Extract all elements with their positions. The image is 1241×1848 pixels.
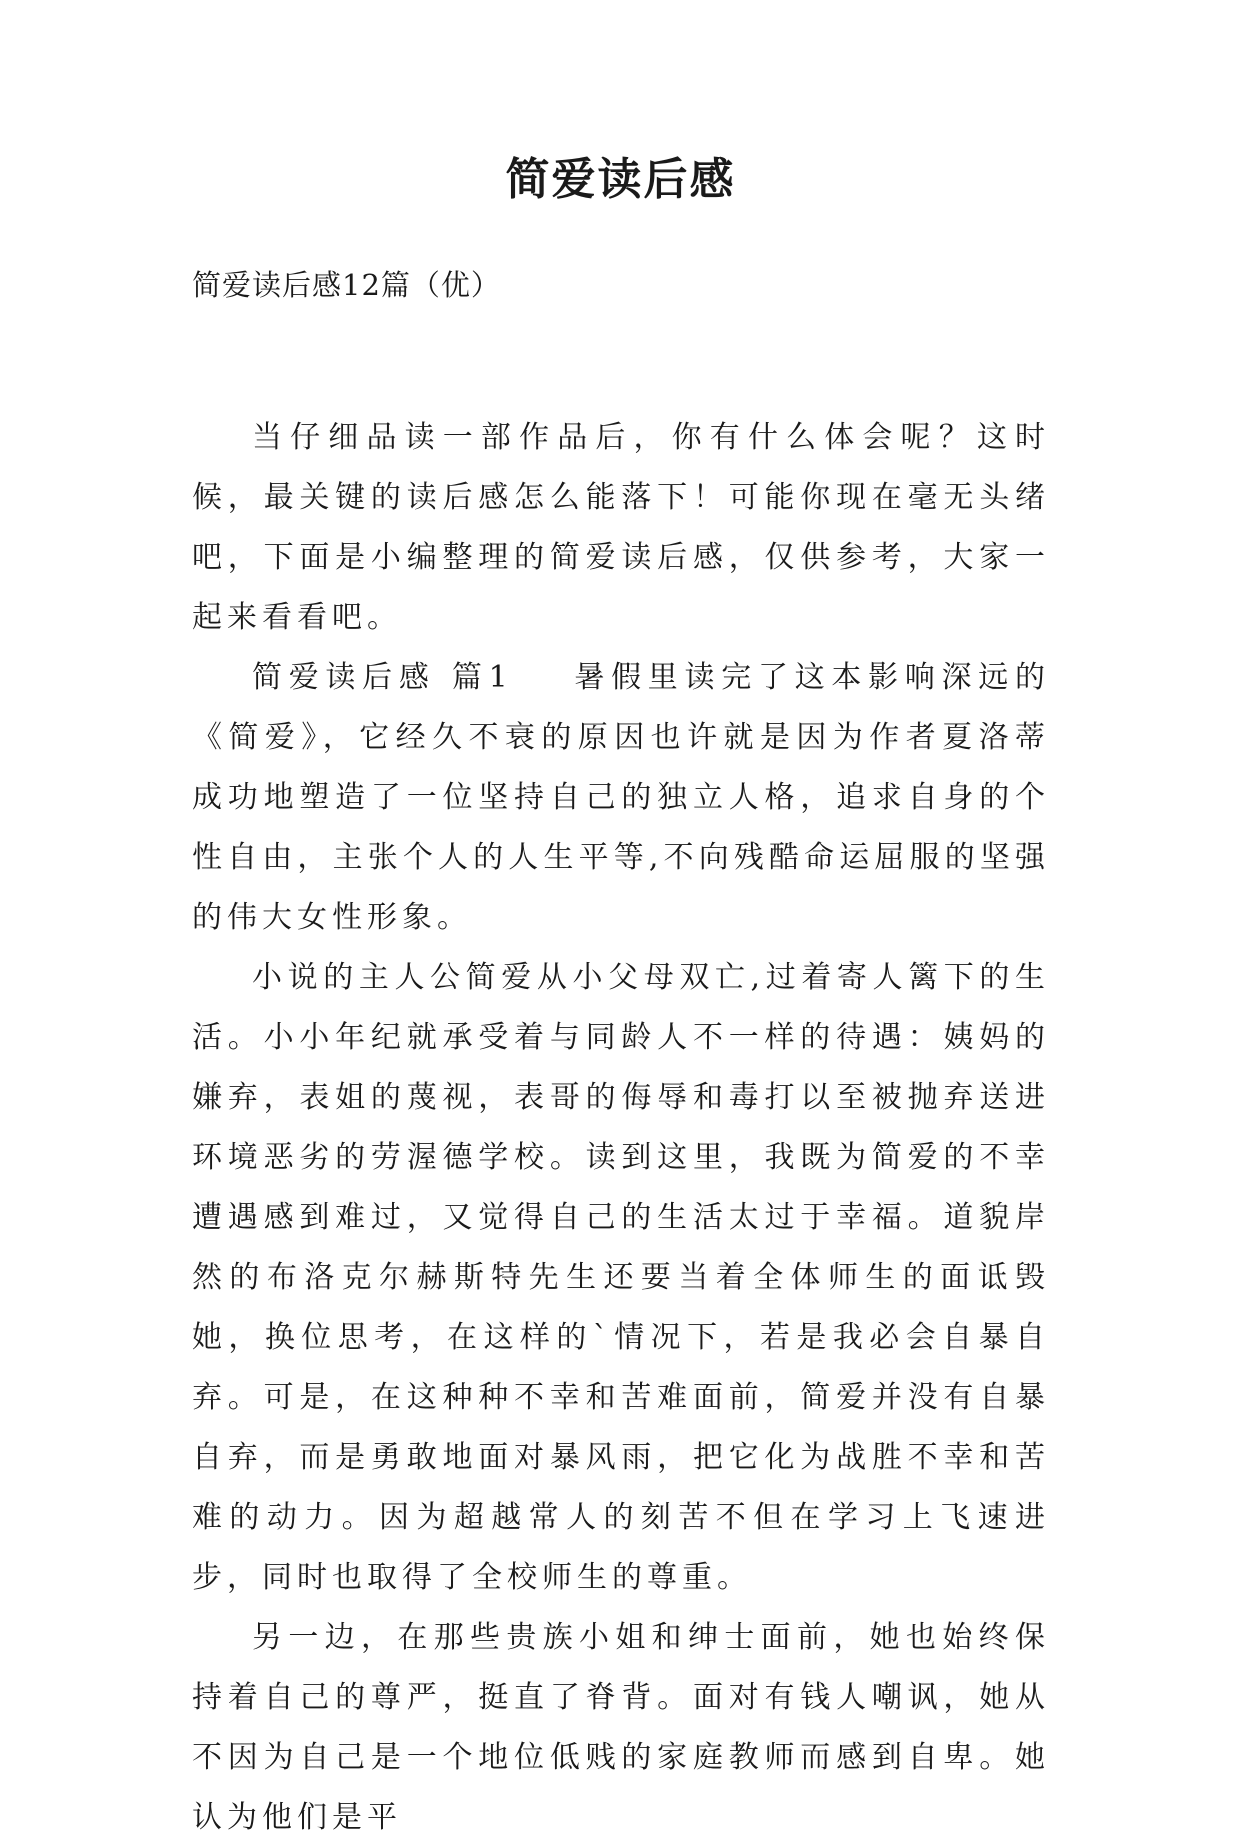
document-title: 简爱读后感 — [505, 154, 736, 205]
section-1-paragraph — [192, 648, 1050, 948]
section-1-text: 暑假里读完了这本影响深远的《简爱》，它经久不衰的原因也许就是因为作者夏洛蒂成功地塑造了一位坚持自己的独立人格，追求自身的个性自由，主张个人的人生平等,不向残酷命运屈服的坚强的伟大女性形象。 — [192, 660, 1050, 935]
body-paragraph: 小说的主人公简爱从小父母双亡,过着寄人篱下的生活。小小年纪就承受着与同龄人不一样的待遇：姨妈的嫌弃，表姐的蔑视，表哥的侮辱和毒打以至被抛弃送进环境恶劣的劳渥德学校。读到这里，我既为简爱的不幸遭遇感到难过，又觉得自己的生活太过于幸福。道貌岸然的布洛克尔赫斯特先生还要当着全体师生的面诋毁她，换位思考，在这样的`情况下，若是我必会自暴自弃。可是，在这种种不幸和苦难面前，简爱并没有自暴自弃，而是勇敢地面对暴风雨，把它化为战胜不幸和苦难的动力。因为超越常人的刻苦不但在学习上飞速进步，同时也取得了全校师生的尊重。 — [192, 960, 1050, 1595]
document-subtitle: 简爱读后感12篇（优） — [192, 268, 501, 302]
document-body — [192, 408, 1050, 1848]
intro-paragraph: 当仔细品读一部作品后，你有什么体会呢？这时候，最关键的读后感怎么能落下！可能你现在毫无头绪吧，下面是小编整理的简爱读后感，仅供参考，大家一起来看看吧。 — [192, 420, 1050, 635]
section-1-heading: 简爱读后感 篇1 — [252, 660, 513, 695]
body-paragraph: 另一边，在那些贵族小姐和绅士面前，她也始终保持着自己的尊严，挺直了脊背。面对有钱人嘲讽，她从不因为自己是一个地位低贱的家庭教师而感到自卑。她认为他们是平 — [192, 1620, 1050, 1835]
